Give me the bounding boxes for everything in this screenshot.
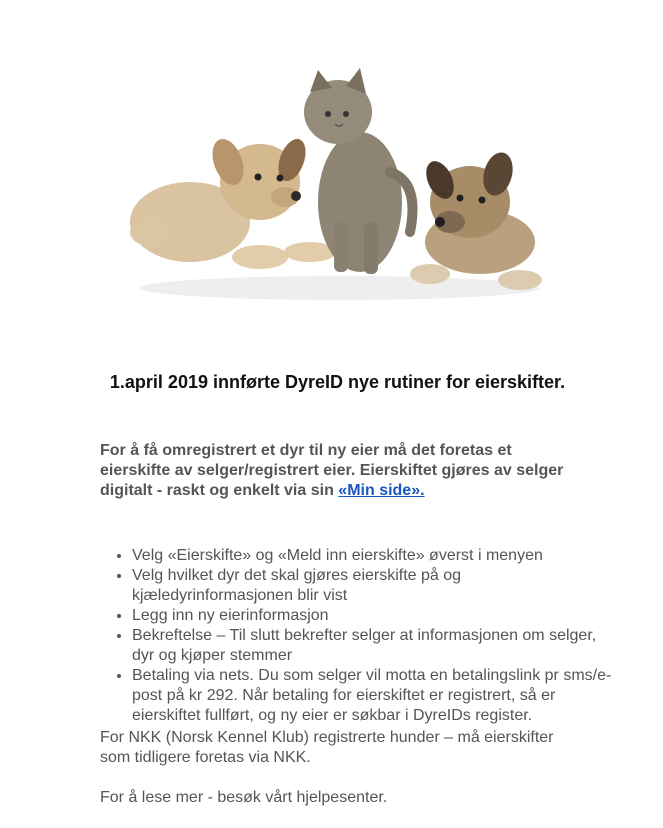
list-item: • Legg inn ny eierinformasjon <box>132 606 612 626</box>
list-item: • Bekreftelse – Til slutt bekrefter selger at informasjonen om selger, dyr og kjøper stemmer <box>132 626 612 666</box>
list-item: • Velg hvilket dyr det skal gjøres eierskifte på og kjæledyrinformasjonen blir vist <box>132 566 612 606</box>
pets-illustration <box>120 52 560 312</box>
nkk-note: For NKK (Norsk Kennel Klub) registrerte hunder – må eierskifter som tidligere foretas via NKK. <box>100 729 554 766</box>
read-more-text: For å lese mer - besøk vårt hjelpesenter. <box>100 789 388 806</box>
intro-paragraph <box>100 441 580 501</box>
list-item: • Betaling via nets. Du som selger vil motta en betalingslink pr sms/e-post på kr 292. Når betaling for eierskiftet er registrert, så er eierskiftet fullført, og ny eier er søkbar i DyreIDs register. <box>132 666 612 726</box>
puppy-right-figure <box>410 149 542 290</box>
hero-pets-image <box>120 52 560 312</box>
list-item: • Velg «Eierskifte» og «Meld inn eierskifte» øverst i menyen <box>132 546 612 566</box>
puppy-left-figure <box>130 135 336 269</box>
page-title: 1.april 2019 innførte DyreID nye rutiner for eierskifter. <box>109 372 566 392</box>
intro-text: For å få omregistrert et dyr til ny eier må det foretas et eierskifte av selger/registrert eier. Eierskiftet gjøres av selger digitalt - raskt og enkelt via sin <box>100 442 564 499</box>
min-side-link[interactable]: «Min side». <box>338 482 425 499</box>
steps-list <box>100 546 612 726</box>
